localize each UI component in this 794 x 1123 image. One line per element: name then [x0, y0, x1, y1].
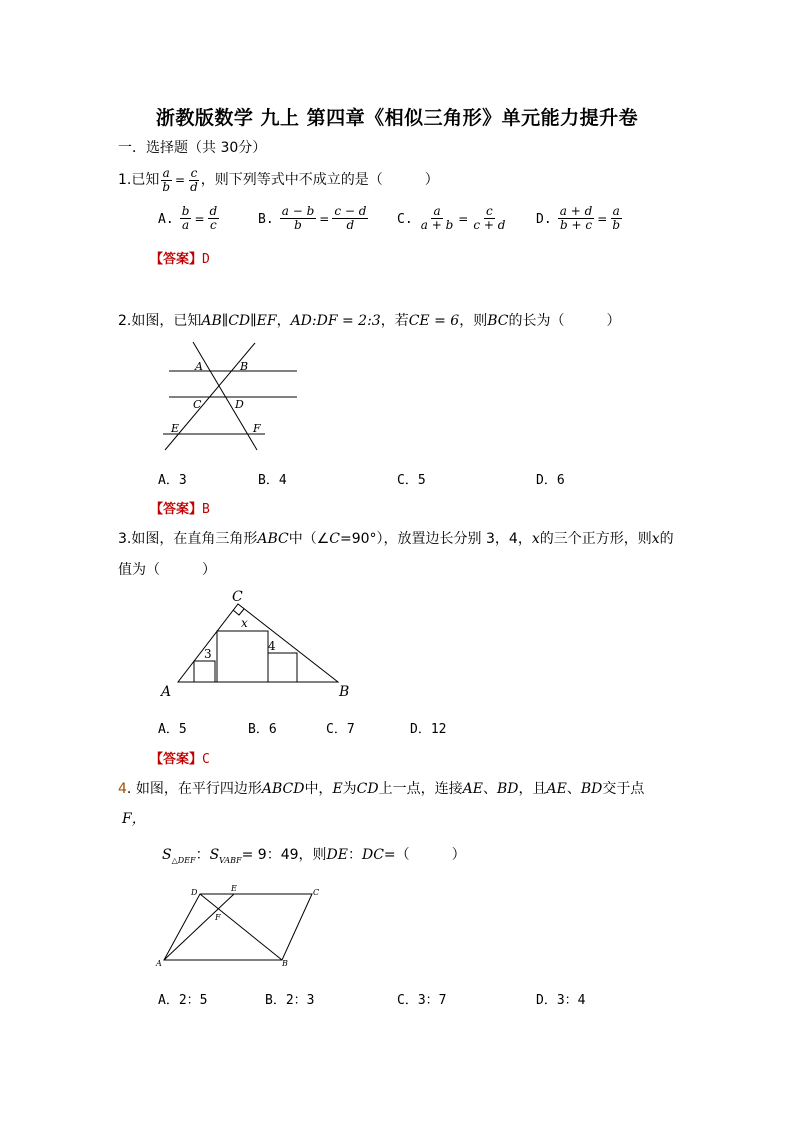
q1-prefix: 1.已知	[118, 172, 160, 188]
q3-stem-line1: 3.如图，在直角三角形ABC中（∠C=90°），放置边长分别 3，4，x的三个正方形，则x的	[118, 531, 674, 547]
page-title: 浙教版数学 九上 第四章《相似三角形》单元能力提升卷	[155, 107, 639, 129]
q4-stem-line1: 4. 如图，在平行四边形ABCD中，E为CD上一点，连接AE、BD，且AE、BD交于点	[118, 781, 645, 797]
q1-answer: 【答案】D	[150, 252, 210, 267]
q4-option-a[interactable]: A．2：5	[158, 993, 208, 1008]
label-4: 4	[268, 639, 276, 653]
q4-figure	[150, 882, 330, 972]
q1-stem: 1.已知 $\frac{a}{b}$ = $\frac{c}{d}$ ，则下列等式中不成立的是（ ）	[118, 165, 439, 194]
label-e: E	[171, 422, 180, 435]
q2-answer: 【答案】B	[150, 502, 210, 517]
label-b: B	[282, 959, 288, 968]
q3-stem-line2: 值为（ ）	[118, 562, 216, 578]
q4-option-d[interactable]: D．3：4	[536, 993, 586, 1008]
q1-given-right-fraction: $\frac{c}{d}$	[190, 165, 198, 194]
q4-option-b[interactable]: B．2：3	[265, 993, 315, 1008]
label-c: C	[193, 398, 202, 411]
q3-option-b[interactable]: B．6	[248, 722, 277, 737]
label-f: F	[215, 913, 221, 922]
label-a: A	[156, 959, 162, 968]
q1-option-a[interactable]: A. $\frac{b}{a}$ = $\frac{d}{c}$	[158, 204, 218, 232]
parallelogram-abcd	[164, 894, 312, 960]
section-heading: 一．选择题（共 30分）	[118, 140, 267, 156]
label-3: 3	[204, 647, 212, 661]
label-x: x	[241, 616, 248, 630]
q3-figure	[155, 585, 360, 705]
q1-given-left-fraction: $\frac{a}{b}$	[162, 165, 171, 194]
q2-option-d[interactable]: D．6	[536, 473, 565, 488]
q1-option-b[interactable]: B. $\frac{a - b}{b}$ = $\frac{c - d}{d}$	[258, 204, 367, 232]
q2-option-a[interactable]: A．3	[158, 473, 187, 488]
label-c: C	[232, 589, 243, 605]
q1-option-c[interactable]: C. $\frac{a}{a + b}$ = $\frac{c}{c + d}$	[397, 204, 506, 232]
label-c: C	[313, 888, 320, 897]
q4-option-c[interactable]: C．3：7	[397, 993, 447, 1008]
q2-figure	[155, 340, 305, 455]
q3-option-c[interactable]: C．7	[326, 722, 355, 737]
q3-option-a[interactable]: A．5	[158, 722, 187, 737]
square-x	[217, 631, 268, 682]
q2-option-c[interactable]: C．5	[397, 473, 426, 488]
segment-ae	[164, 894, 234, 960]
label-d: D	[191, 888, 198, 897]
q4-stem-line2: F，	[122, 811, 146, 827]
q4-stem-line3: $S_{\triangle DEF}$：$S_{VABF}= 9$：49，则DE：DC=（ ）	[162, 847, 466, 865]
label-a: A	[195, 360, 203, 373]
q2-option-b[interactable]: B．4	[258, 473, 287, 488]
triangle-abc	[178, 604, 338, 682]
label-d: D	[235, 398, 244, 411]
q2-stem: 2.如图，已知AB∥CD∥EF，AD:DF = 2:3，若CE = 6，则BC的长为（ ）	[118, 313, 621, 329]
q3-option-d[interactable]: D．12	[410, 722, 447, 737]
q1-option-d[interactable]: D. $\frac{a + d}{b + c}$ = $\frac{a}{b}$	[536, 204, 621, 232]
square-3	[194, 661, 215, 682]
label-e: E	[231, 884, 237, 893]
label-a: A	[161, 684, 172, 700]
q3-answer: 【答案】C	[150, 752, 210, 767]
segment-bd	[200, 894, 282, 960]
label-b: B	[240, 360, 249, 373]
square-4	[268, 653, 297, 682]
label-f: F	[253, 422, 261, 435]
right-angle-mark	[233, 609, 244, 615]
label-b: B	[339, 684, 350, 700]
q1-suffix: ，则下列等式中不成立的是（ ）	[200, 172, 439, 188]
